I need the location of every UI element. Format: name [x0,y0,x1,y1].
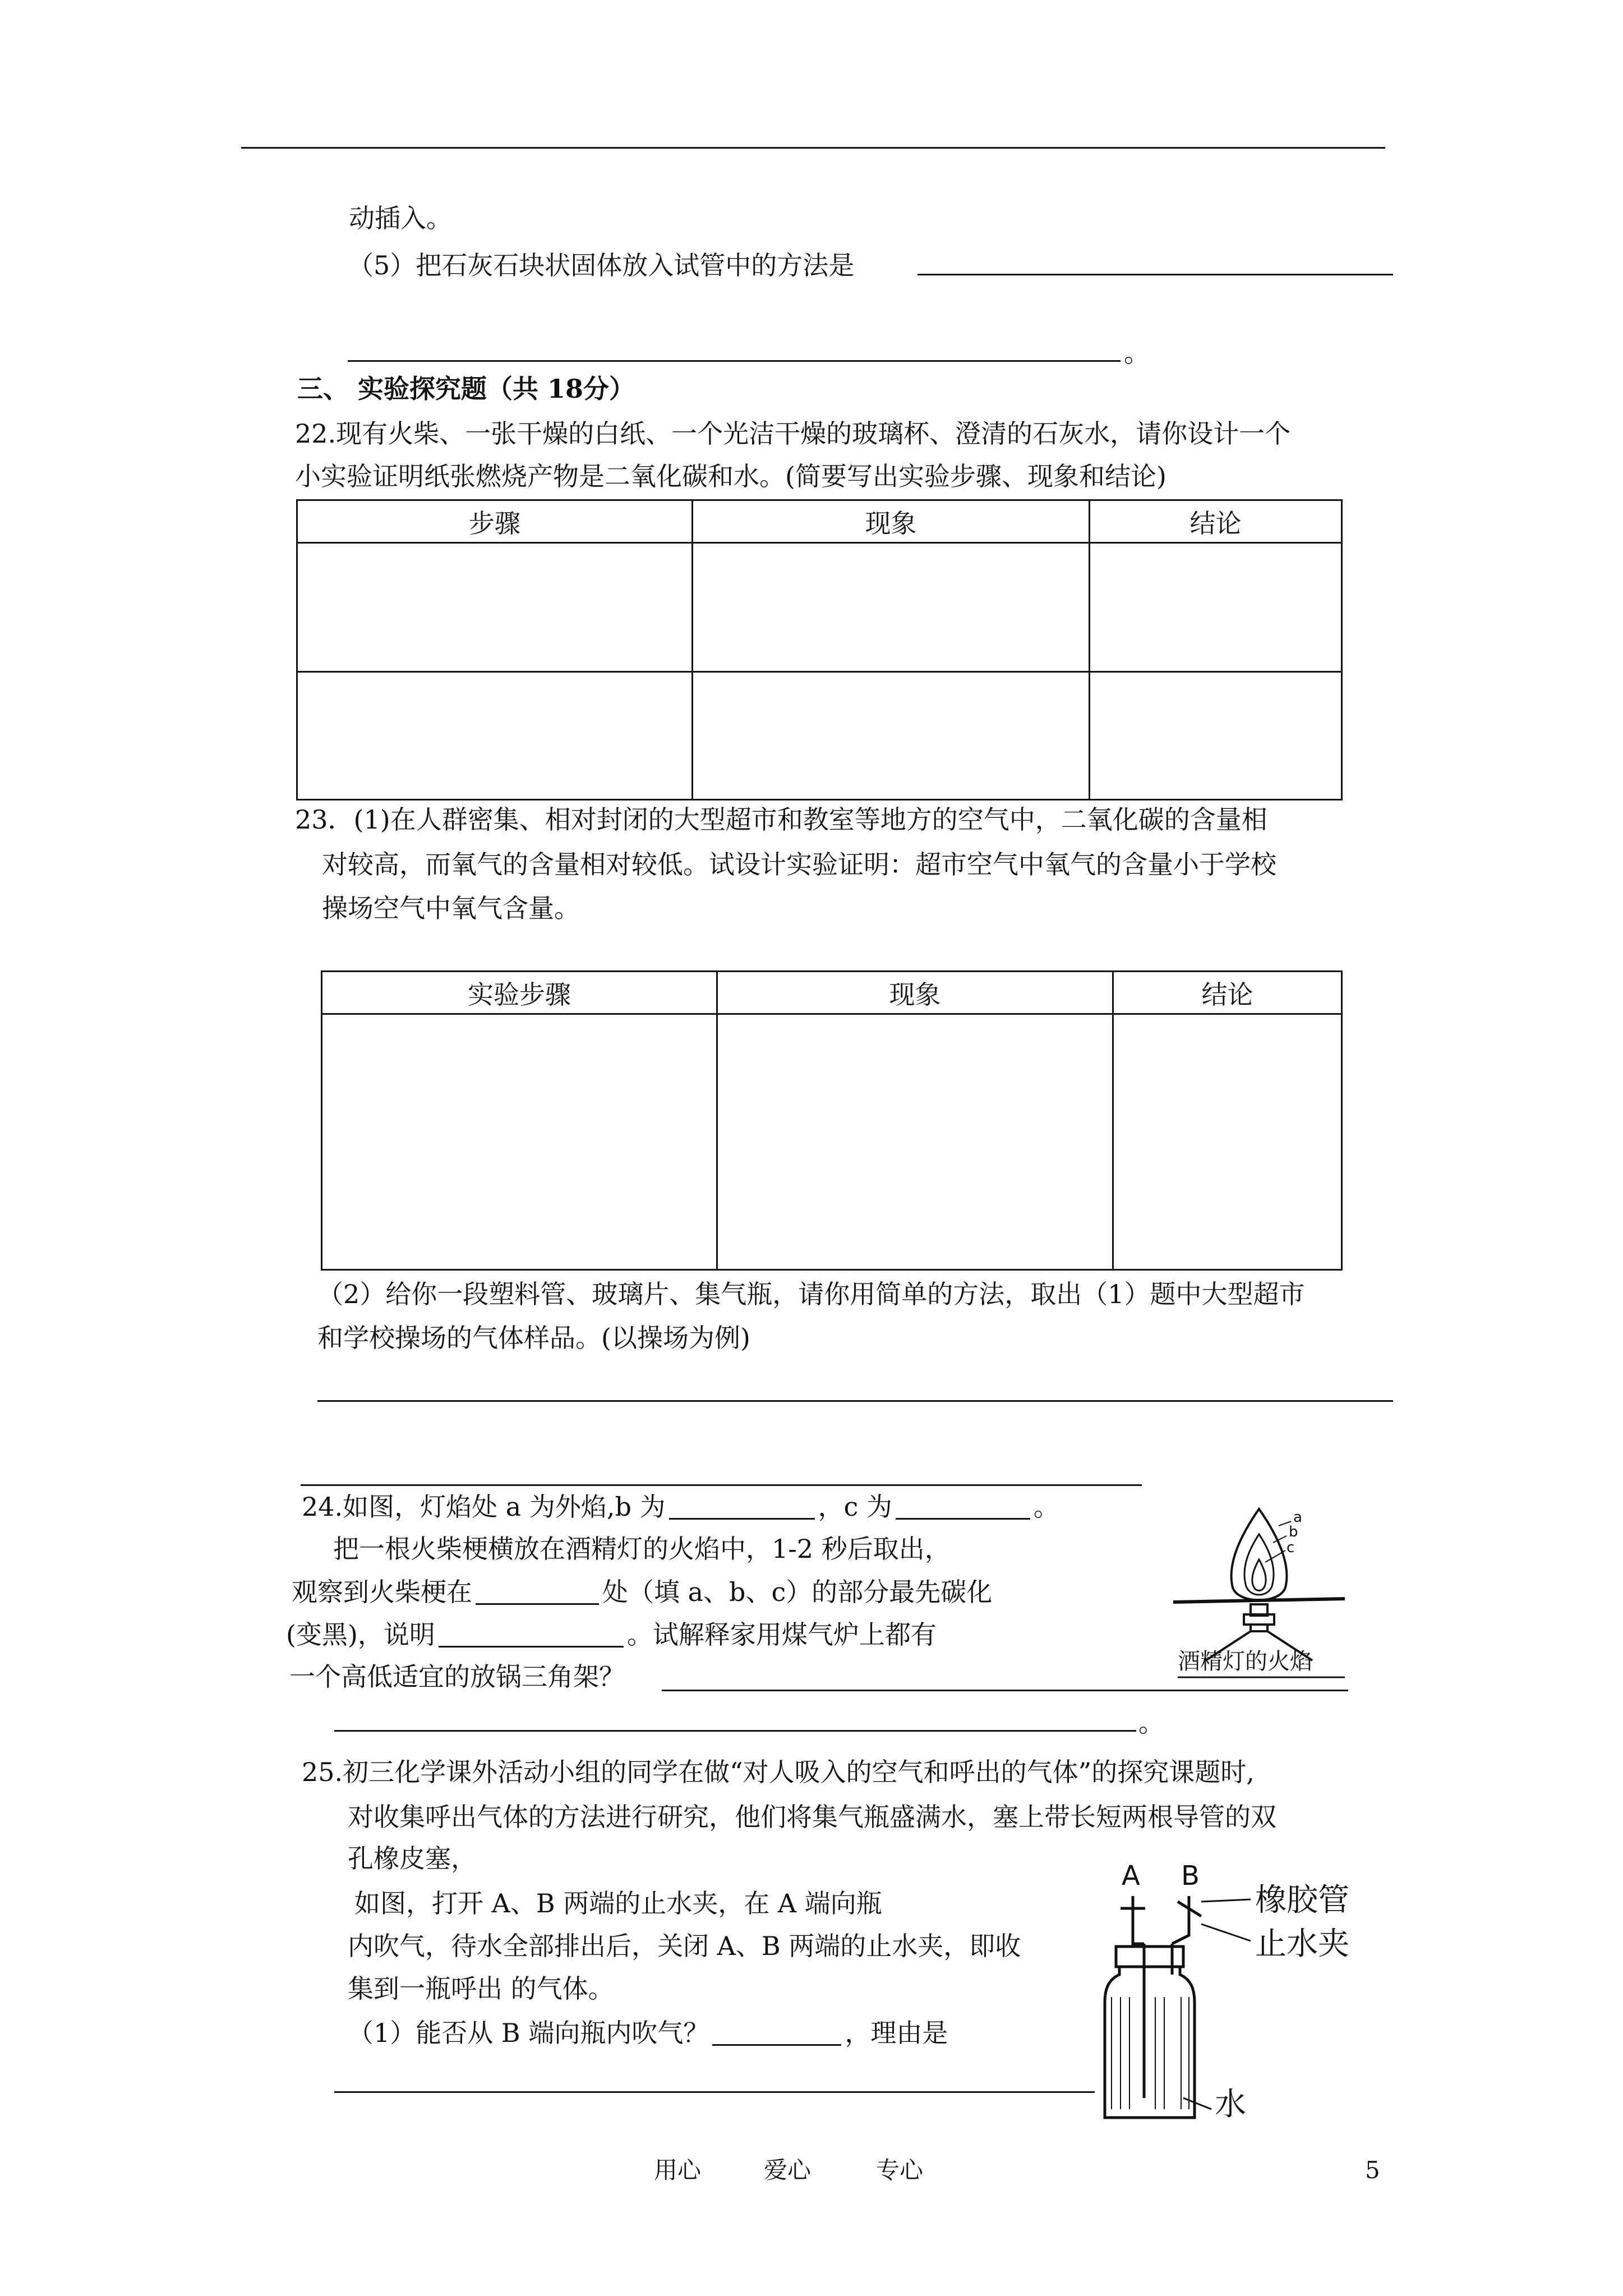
bottle-label-clamp: 止水夹 [1255,1926,1349,1962]
q25-part-1-b: ，理由是 [845,2018,948,2048]
footer-motto-2: 爱心 [764,2156,811,2184]
page-number: 5 [1365,2156,1380,2184]
q21-end-mark: 。 [1124,338,1150,368]
flame-label-b: b [1289,1524,1298,1540]
q24-line-1-a: 24.如图，灯焰处 a 为外焰,b 为 [302,1492,666,1522]
flame-caption: 酒精灯的火焰 [1178,1649,1312,1674]
q24-line-4-b: 。试解释家用煤气炉上都有 [626,1619,937,1650]
q22-header-phenomenon: 现象 [693,500,1090,543]
q23-answer-line-2[interactable] [301,1484,1142,1486]
q25-part-1 [348,2019,948,2046]
bottle-label-a: A [1122,1860,1140,1892]
q22-answer-table [296,499,1343,800]
q23-part2-line-1: （2）给你一段塑料管、玻璃片、集气瓶，请你用简单的方法，取出（1）题中大型超市 [317,1279,1305,1309]
q23-answer-line-1[interactable] [317,1400,1393,1402]
section-title: 三、 实验探究题（共 18分） [297,374,635,404]
bottle-label-water: 水 [1215,2086,1246,2123]
header-rule [241,147,1385,149]
q22-header-conclusion: 结论 [1090,500,1342,543]
q25-line-6: 集到一瓶呼出 的气体。 [348,1973,614,2004]
q24-line-3 [292,1579,992,1605]
q22-cell-conclusion-2[interactable] [1090,672,1342,800]
q21-part5: （5）把石灰石块状固体放入试管中的方法是 [348,250,855,280]
q24-blank-position[interactable] [476,1579,599,1605]
q24-line-2: 把一根火柴梗横放在酒精灯的火焰中，1-2 秒后取出， [333,1534,951,1564]
q23-part2-line-2: 和学校操场的气体样品。(以操场为例) [317,1323,750,1353]
q25-line-1: 25.初三化学课外活动小组的同学在做“对人吸入的空气和呼出的气体”的探究课题时, [302,1757,1255,1787]
q24-line-1 [302,1493,1059,1520]
flame-label-a: a [1293,1509,1302,1526]
q22-cell-phenomenon-2[interactable] [693,672,1090,800]
q24-line-3-a: 观察到火柴梗在 [292,1577,472,1607]
q24-answer-line-1[interactable] [662,1690,1348,1691]
q22-cell-step-1[interactable] [297,543,693,672]
q23-line-2: 对较高，而氧气的含量相对较低。试设计实验证明：超市空气中氧气的含量小于学校 [322,849,1276,880]
gas-bottle-figure [1099,1862,1413,2126]
footer-motto-1: 用心 [654,2156,702,2184]
q23-line-3: 操场空气中氧气含量。 [322,893,580,923]
q25-line-3: 孔橡皮塞， [348,1843,477,1874]
q22-header-steps: 步骤 [297,500,693,543]
bottle-label-rubber-tube: 橡胶管 [1255,1882,1349,1918]
q23-answer-table [321,970,1343,1271]
q24-line-4-a: (变黑)，说明 [286,1619,435,1650]
q23-header-phenomenon: 现象 [717,972,1113,1014]
q24-blank-explain[interactable] [439,1621,624,1648]
q24-line-1-c: 。 [1033,1492,1059,1522]
flame-label-c: c [1287,1539,1295,1556]
q23-cell-step[interactable] [322,1014,717,1270]
q23-line-1: 23．(1)在人群密集、相对封闭的大型超市和教室等地方的空气中，二氧化碳的含量相 [295,804,1267,835]
q21-tail: 动插入。 [349,203,452,233]
alcohol-lamp-figure [1166,1492,1352,1683]
q21-answer-line-2[interactable] [348,360,1121,362]
q24-answer-line-2[interactable] [334,1730,1136,1732]
q24-line-4 [286,1621,937,1648]
q24-blank-b[interactable] [669,1493,815,1520]
q23-cell-conclusion[interactable] [1113,1014,1342,1270]
q24-blank-c[interactable] [896,1493,1030,1520]
q22-cell-phenomenon-1[interactable] [693,543,1090,672]
q25-part-1-a: （1）能否从 B 端向瓶内吹气？ [348,2018,709,2048]
q24-end-mark: 。 [1138,1708,1164,1738]
q21-answer-line-1[interactable] [917,274,1393,275]
q25-line-5: 内吹气，待水全部排出后，关闭 A、B 两端的止水夹，即收 [348,1931,1021,1961]
q22-cell-conclusion-1[interactable] [1090,543,1342,672]
q24-line-5: 一个高低适宜的放锅三角架？ [289,1662,625,1692]
footer-motto-3: 专心 [876,2156,924,2184]
q22-cell-step-2[interactable] [297,672,693,800]
q25-line-2: 对收集呼出气体的方法进行研究，他们将集气瓶盛满水，塞上带长短两根导管的双 [348,1802,1276,1832]
q24-line-1-b: ，c 为 [818,1492,892,1522]
q23-header-steps: 实验步骤 [322,972,717,1014]
q23-cell-phenomenon[interactable] [717,1014,1113,1270]
q22-line-2: 小实验证明纸张燃烧产物是二氧化碳和水。(简要写出实验步骤、现象和结论) [295,461,1166,491]
q25-blank-answer[interactable] [712,2019,841,2046]
q23-header-conclusion: 结论 [1113,972,1342,1014]
bottle-label-b: B [1181,1860,1200,1892]
q24-line-3-b: 处（填 a、b、c）的部分最先碳化 [602,1577,993,1607]
q22-line-1: 22.现有火柴、一张干燥的白纸、一个光洁干燥的玻璃杯、澄清的石灰水，请你设计一个 [295,418,1291,449]
q25-line-4: 如图，打开 A、B 两端的止水夹，在 A 端向瓶 [354,1888,882,1918]
q25-answer-line[interactable] [334,2091,1095,2093]
